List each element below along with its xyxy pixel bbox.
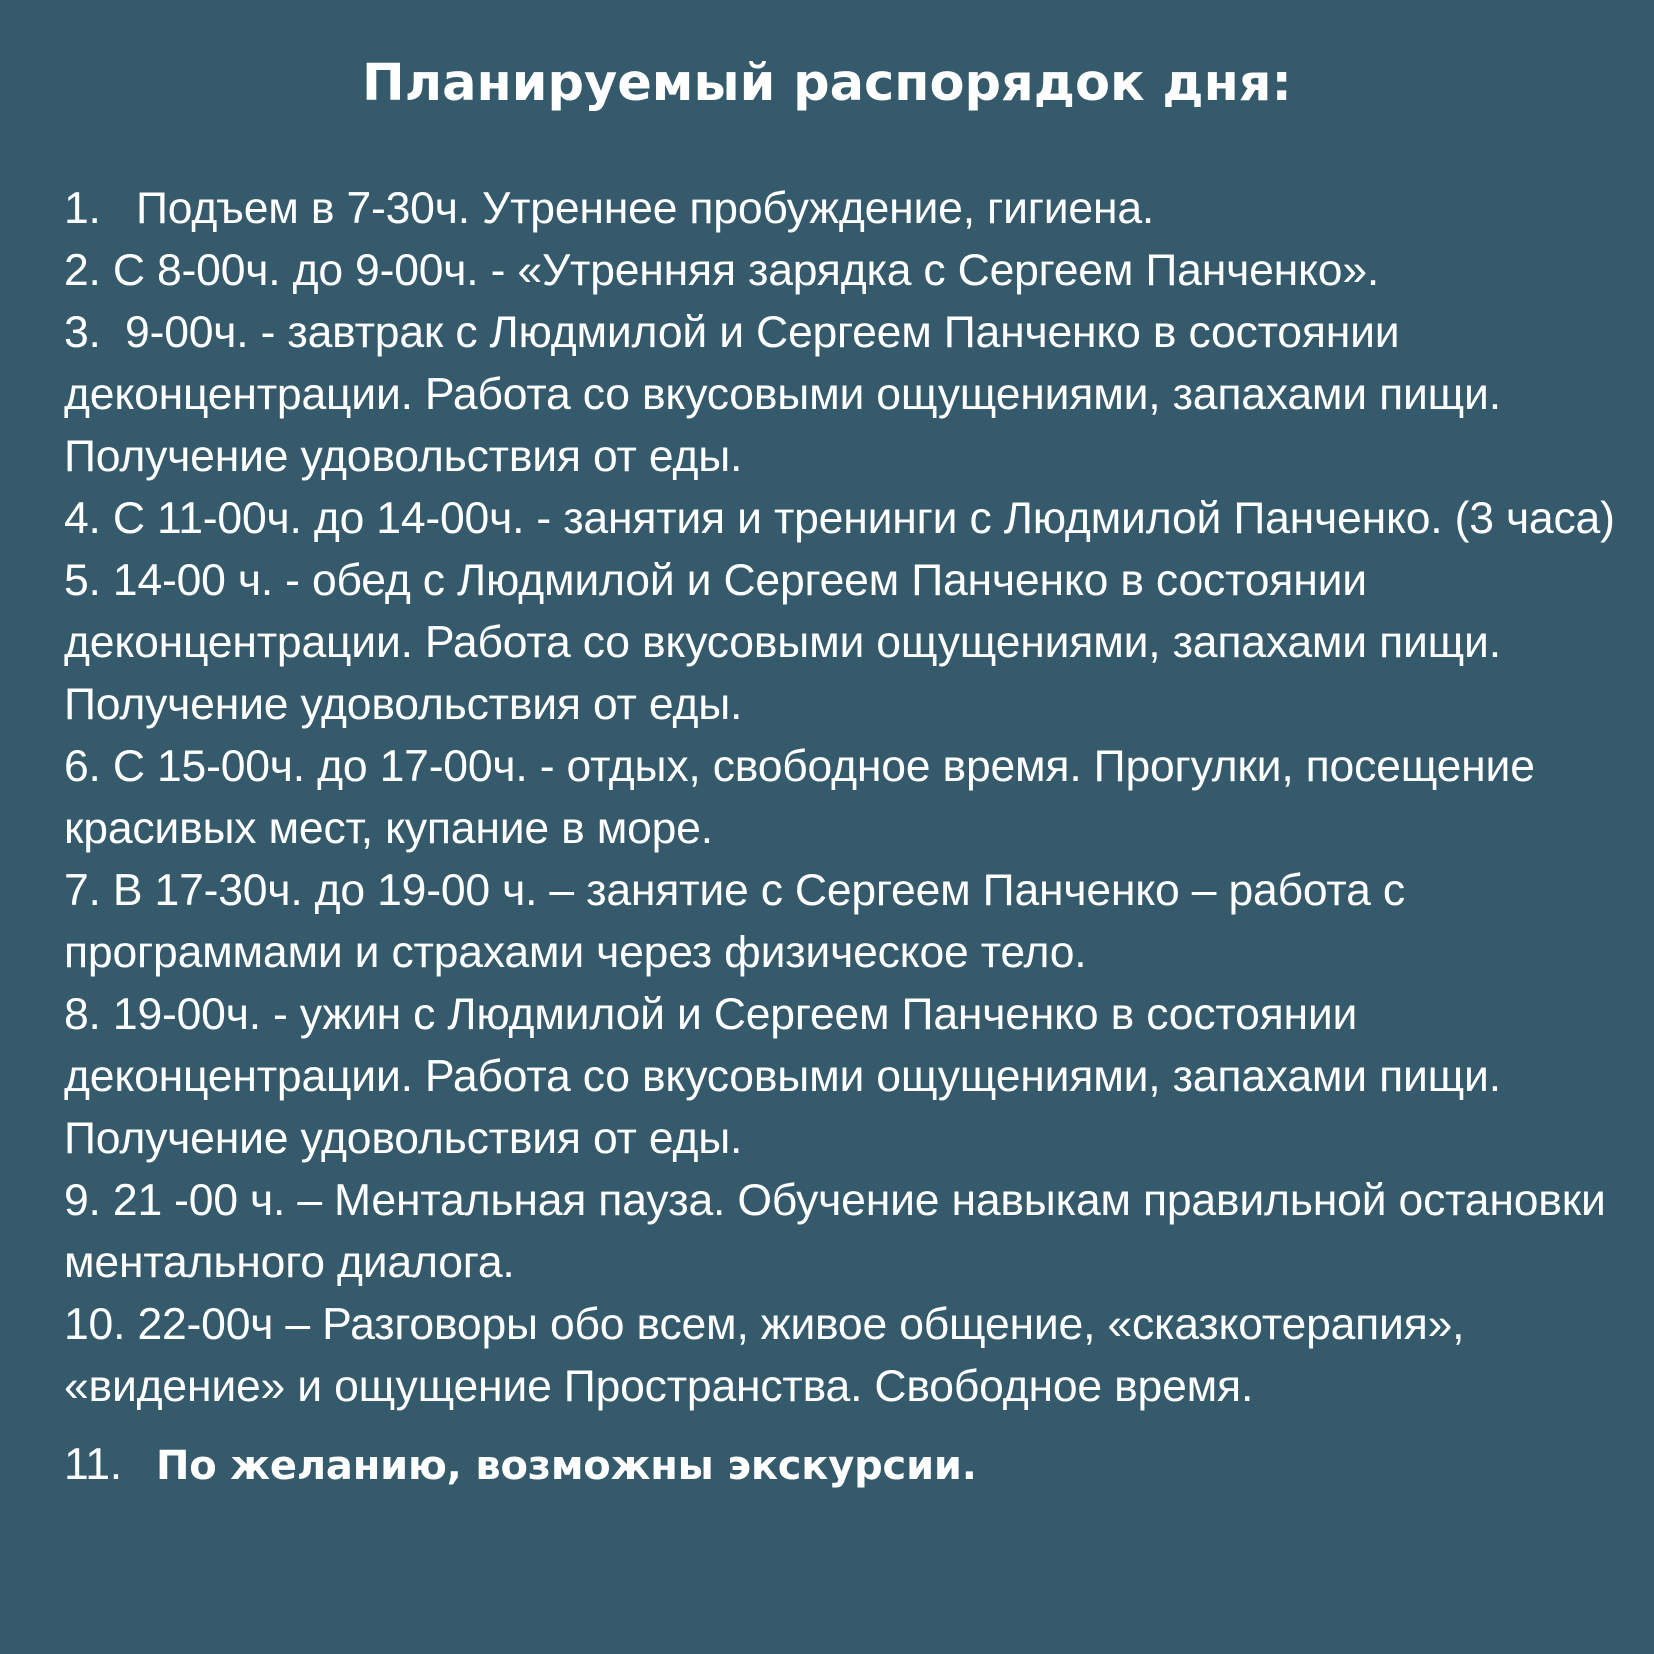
list-item (64, 302, 1624, 488)
item-number: 10. (64, 1300, 126, 1349)
item-text: 22-00ч – Разговоры обо всем, живое общение, «сказкотерапия», «видение» и ощущение Пространства. Свободное время. (64, 1300, 1465, 1411)
item-number: 6. (64, 742, 101, 791)
item-text: Подъем в 7-30ч. Утреннее пробуждение, гигиена. (136, 184, 1155, 233)
item-number: 5. (64, 556, 101, 605)
list-item (64, 860, 1624, 984)
item-number: 8. (64, 990, 101, 1039)
item-number: 7. (64, 866, 101, 915)
list-item (64, 240, 1624, 302)
item-text: С 15-00ч. до 17-00ч. - отдых, свободное время. Прогулки, посещение красивых мест, купание в море. (64, 742, 1535, 853)
list-item (64, 488, 1624, 550)
item-number: 11. (64, 1440, 122, 1489)
item-text: В 17-30ч. до 19-00 ч. – занятие с Сергеем Панченко – работа с программами и страхами через физическое тело. (64, 866, 1405, 977)
item-text: 14-00 ч. - обед с Людмилой и Сергеем Панченко в состоянии деконцентрации. Работа со вкусовыми ощущениями, запахами пищи. Получение удовольствия от еды. (64, 556, 1501, 729)
item-text: 19-00ч. - ужин с Людмилой и Сергеем Панченко в состоянии деконцентрации. Работа со вкусовыми ощущениями, запахами пищи. Получение удовольствия от еды. (64, 990, 1501, 1163)
list-item (64, 1170, 1624, 1294)
list-item-excursions (64, 1434, 1624, 1497)
item-number: 4. (64, 494, 101, 543)
item-text: 9-00ч. - завтрак с Людмилой и Сергеем Панченко в состоянии деконцентрации. Работа со вкусовыми ощущениями, запахами пищи. Получение удовольствия от еды. (64, 308, 1501, 481)
item-number: 2. (64, 246, 101, 295)
item-text: С 11-00ч. до 14-00ч. - занятия и тренинги с Людмилой Панченко. (3 часа) (112, 494, 1615, 543)
list-item (64, 178, 1624, 240)
list-item (64, 1294, 1624, 1418)
list-item (64, 736, 1624, 860)
schedule-list (64, 178, 1624, 1497)
item-number: 1. (64, 184, 101, 233)
item-text: По желанию, возможны экскурсии. (156, 1443, 977, 1489)
item-text: С 8-00ч. до 9-00ч. - «Утренняя зарядка с Сергеем Панченко». (112, 246, 1380, 295)
page-title: Планируемый распорядок дня: (362, 54, 1292, 113)
list-item (64, 550, 1624, 736)
item-number: 3. (64, 308, 101, 357)
item-text: 21 -00 ч. – Ментальная пауза. Обучение навыкам правильной остановки ментального диалога. (64, 1176, 1606, 1287)
list-item (64, 984, 1624, 1170)
item-number: 9. (64, 1176, 101, 1225)
